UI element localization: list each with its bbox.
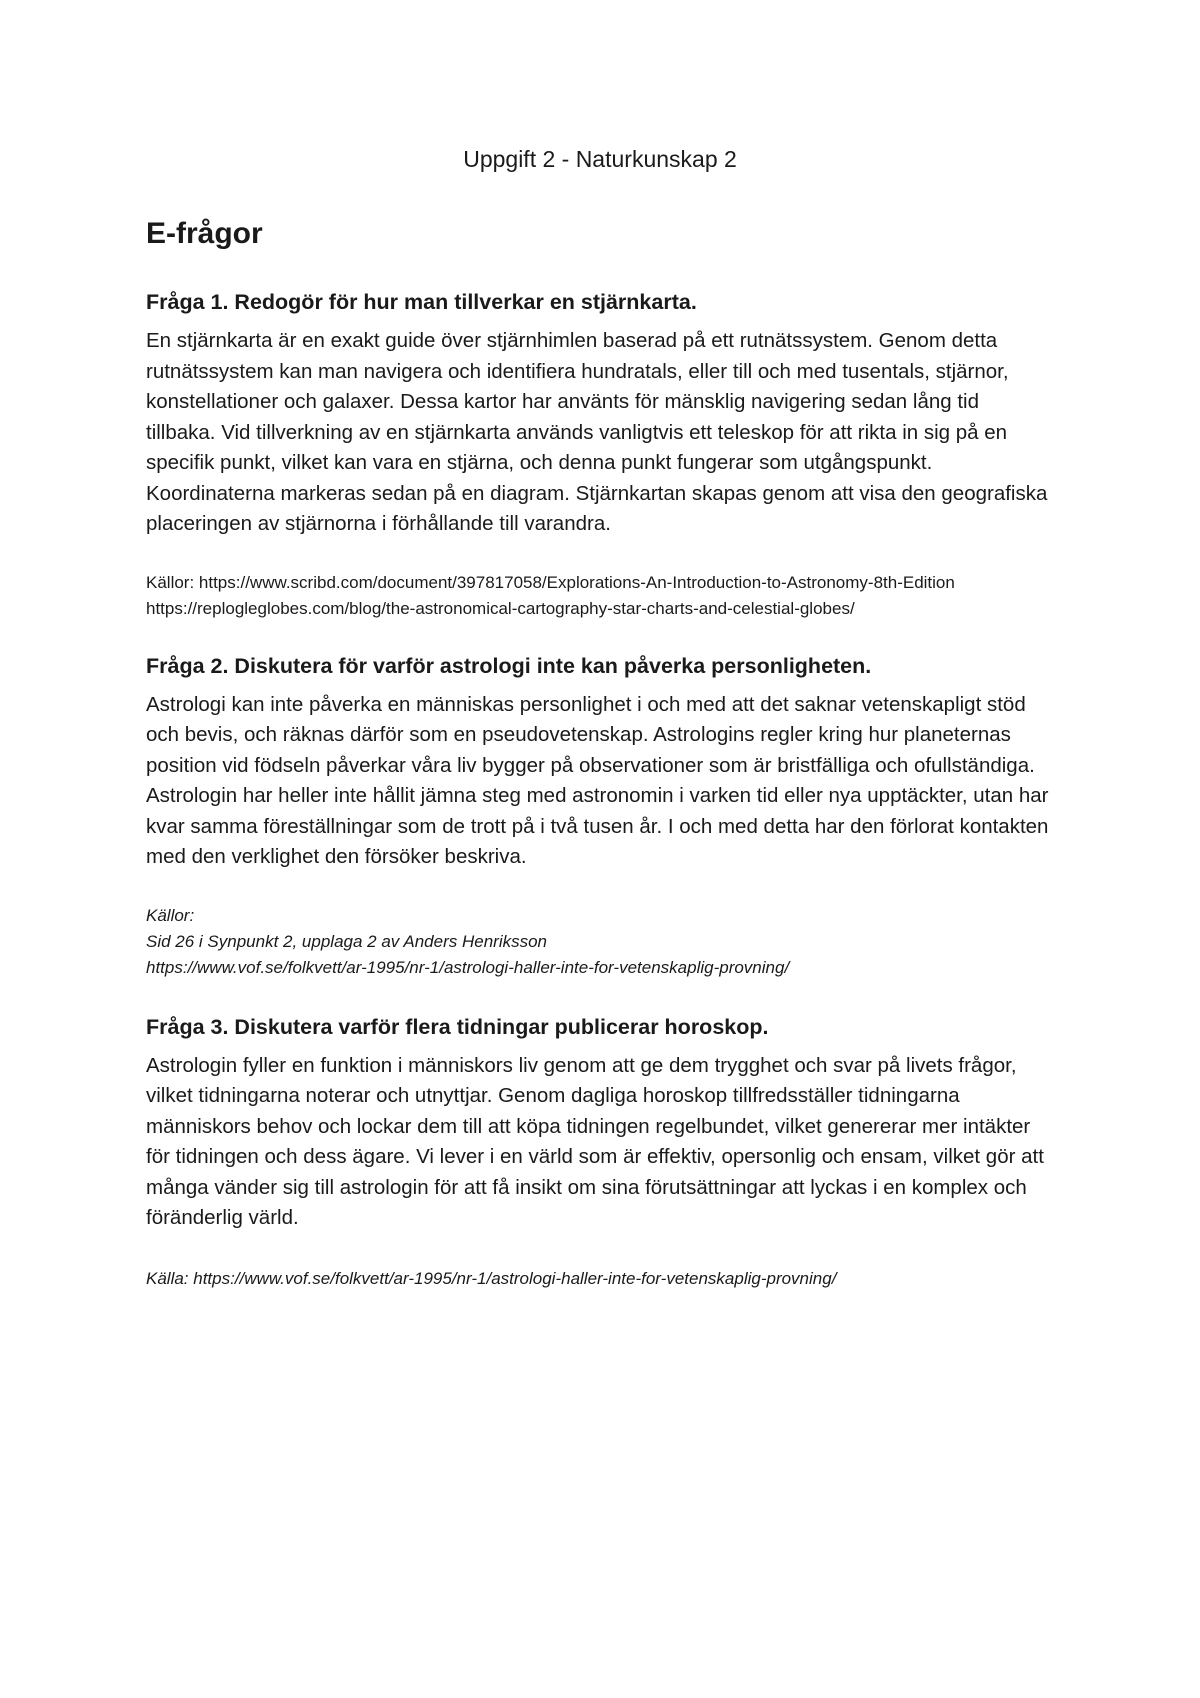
question-2-answer: Astrologi kan inte påverka en människas personlighet i och med att det saknar vetenskapligt stöd och bevis, och räknas därför som en pseudovetenskap. Astrologins regler kring hur planeternas position vid födseln påverkar våra liv bygger på observationer som är bristfälliga och ofullständiga. Astrologin har heller inte hållit jämna steg med astronomin i varken tid eller nya upptäckter, utan har kvar samma föreställningar som de trott på i två tusen år. I och med detta har den förlorat kontakten med den verklighet den försöker beskriva. — [146, 692, 1049, 868]
question-3 — [146, 1013, 1054, 1292]
question-1 — [146, 288, 1054, 622]
question-1-heading: Fråga 1. Redogör för hur man tillverkar en stjärnkarta. — [146, 290, 697, 314]
question-2-heading: Fråga 2. Diskutera för varför astrologi inte kan påverka personligheten. — [146, 653, 872, 678]
source-line: Källor: https://www.scribd.com/document/397817058/Explorations-An-Introduction-to-Astronomy-8th-Edition — [146, 572, 955, 592]
document-title: Uppgift 2 - Naturkunskap 2 — [463, 146, 737, 172]
source-line: Sid 26 i Synpunkt 2, upplaga 2 av Anders Henriksson — [146, 931, 548, 951]
source-line: Källor: — [146, 905, 195, 925]
source-line: https://www.vof.se/folkvett/ar-1995/nr-1/astrologi-haller-inte-for-vetenskaplig-provning/ — [146, 957, 790, 977]
section-heading: E-frågor — [146, 217, 263, 250]
question-1-sources — [146, 570, 1054, 622]
question-3-heading: Fråga 3. Diskutera varför flera tidningar publicerar horoskop. — [146, 1014, 769, 1039]
source-line: https://replogleglobes.com/blog/the-astronomical-cartography-star-charts-and-celestial-globes/ — [146, 598, 855, 618]
question-2-sources — [146, 903, 1054, 981]
question-3-answer: Astrologin fyller en funktion i människors liv genom att ge dem trygghet och svar på livets frågor, vilket tidningarna noterar och utnyttjar. Genom dagliga horoskop tillfredsställer tidningarna människors behov och lockar dem till att köpa tidningen regelbundet, vilket genererar mer intäkter för tidningen och dess ägare. Vi lever i en värld som är effektiv, opersonlig och ensam, vilket gör att många vänder sig till astrologin för att få insikt om sina förutsättningar att lyckas i en komplex och föränderlig värld. — [146, 1053, 1044, 1229]
question-2 — [146, 652, 1054, 981]
question-1-answer: En stjärnkarta är en exakt guide över stjärnhimlen baserad på ett rutnätssystem. Genom detta rutnätssystem kan man navigera och identifiera hundratals, eller till och med tusentals, stjärnor, konstellationer och galaxer. Dessa kartor har använts för mänsklig navigering sedan lång tid tillbaka. Vid tillverkning av en stjärnkarta används vanligtvis ett teleskop för att rikta in sig på en specifik punkt, vilket kan vara en stjärna, och denna punkt fungerar som utgångspunkt. Koordinaterna markeras sedan på en diagram. Stjärnkartan skapas genom att visa den geografiska placeringen av stjärnorna i förhållande till varandra. — [146, 329, 1048, 535]
question-3-source: Källa: https://www.vof.se/folkvett/ar-1995/nr-1/astrologi-haller-inte-for-vetenskaplig-provning/ — [146, 1268, 837, 1288]
